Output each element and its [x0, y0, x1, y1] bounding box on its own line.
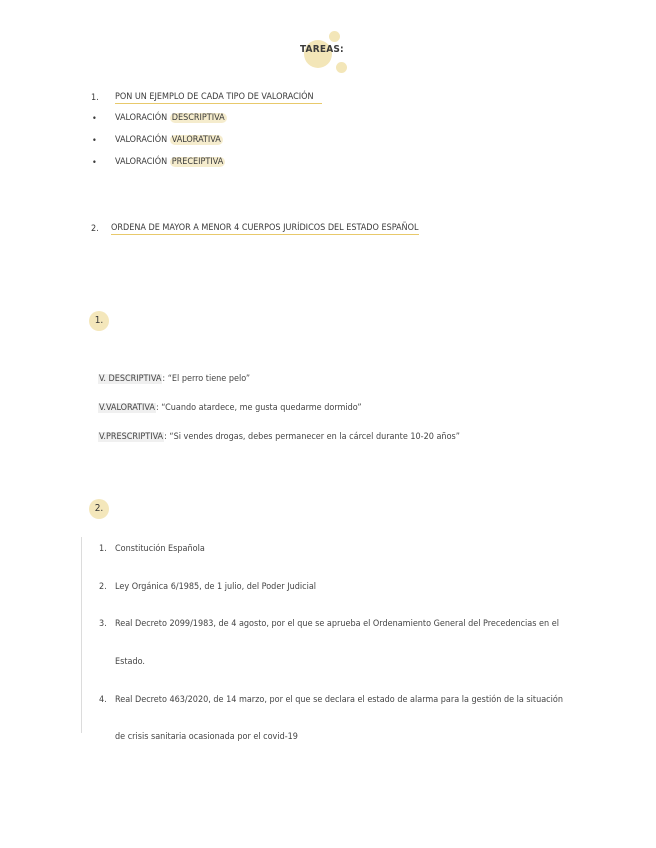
example-text: : “Si vendes drogas, debes permanecer en la cárcel durante 10-20 años”	[164, 432, 460, 442]
example-prescriptiva	[98, 432, 460, 442]
bullet-item-valorativa	[115, 135, 223, 145]
decorative-circle-small-2	[336, 62, 347, 73]
example-label: V.PRESCRIPTIVA	[99, 432, 164, 442]
bullet-item-descriptiva	[115, 113, 227, 123]
task-2-text: ORDENA DE MAYOR A MENOR 4 CUERPOS JURÍDICOS DEL ESTADO ESPAÑOL	[111, 223, 419, 233]
example-text: : “El perro tiene pelo”	[162, 374, 251, 384]
bullet-highlight: DESCRIPTIVA	[171, 113, 225, 123]
list-item-3-line1: Real Decreto 2099/1983, de 4 agosto, por el que se aprueba el Ordenamiento General del Precedencias en el	[115, 619, 559, 629]
bullet-item-preceiptiva	[115, 157, 225, 167]
bullet-highlight: PRECEIPTIVA	[171, 157, 224, 167]
decorative-circle-small	[329, 31, 340, 42]
list-number: 2.	[99, 582, 107, 592]
bullet-prefix: VALORACIÓN	[115, 135, 170, 145]
section-2-badge: 2.	[89, 499, 109, 519]
example-label: V.VALORATIVA	[99, 403, 155, 413]
example-label: V. DESCRIPTIVA	[99, 374, 162, 384]
example-descriptiva	[98, 374, 250, 384]
page-title: TAREAS:	[300, 44, 344, 55]
task-1-number: 1.	[91, 93, 99, 103]
bullet-prefix: VALORACIÓN	[115, 157, 170, 167]
list-side-rule	[81, 537, 82, 733]
list-item-1: Constitución Española	[115, 544, 205, 554]
list-item-4-line2: de crisis sanitaria ocasionada por el covid-19	[115, 732, 298, 742]
list-number: 1.	[99, 544, 107, 554]
list-item-3-line2: Estado.	[115, 657, 145, 667]
example-valorativa	[98, 403, 362, 413]
task-2-number: 2.	[91, 224, 99, 234]
example-text: : “Cuando atardece, me gusta quedarme dormido”	[155, 403, 362, 413]
list-item-4-line1: Real Decreto 463/2020, de 14 marzo, por el que se declara el estado de alarma para la gestión de la situación	[115, 695, 563, 705]
list-item-2: Ley Orgánica 6/1985, de 1 julio, del Poder Judicial	[115, 582, 317, 592]
bullet-marker: •	[92, 136, 97, 146]
bullet-prefix: VALORACIÓN	[115, 113, 170, 123]
bullet-marker: •	[92, 158, 97, 168]
bullet-marker: •	[92, 114, 97, 124]
task-1-text: PON UN EJEMPLO DE CADA TIPO DE VALORACIÓN	[115, 92, 322, 104]
bullet-highlight: VALORATIVA	[171, 135, 221, 145]
section-1-badge: 1.	[89, 311, 109, 331]
list-number: 3.	[99, 619, 107, 629]
list-number: 4.	[99, 695, 107, 705]
